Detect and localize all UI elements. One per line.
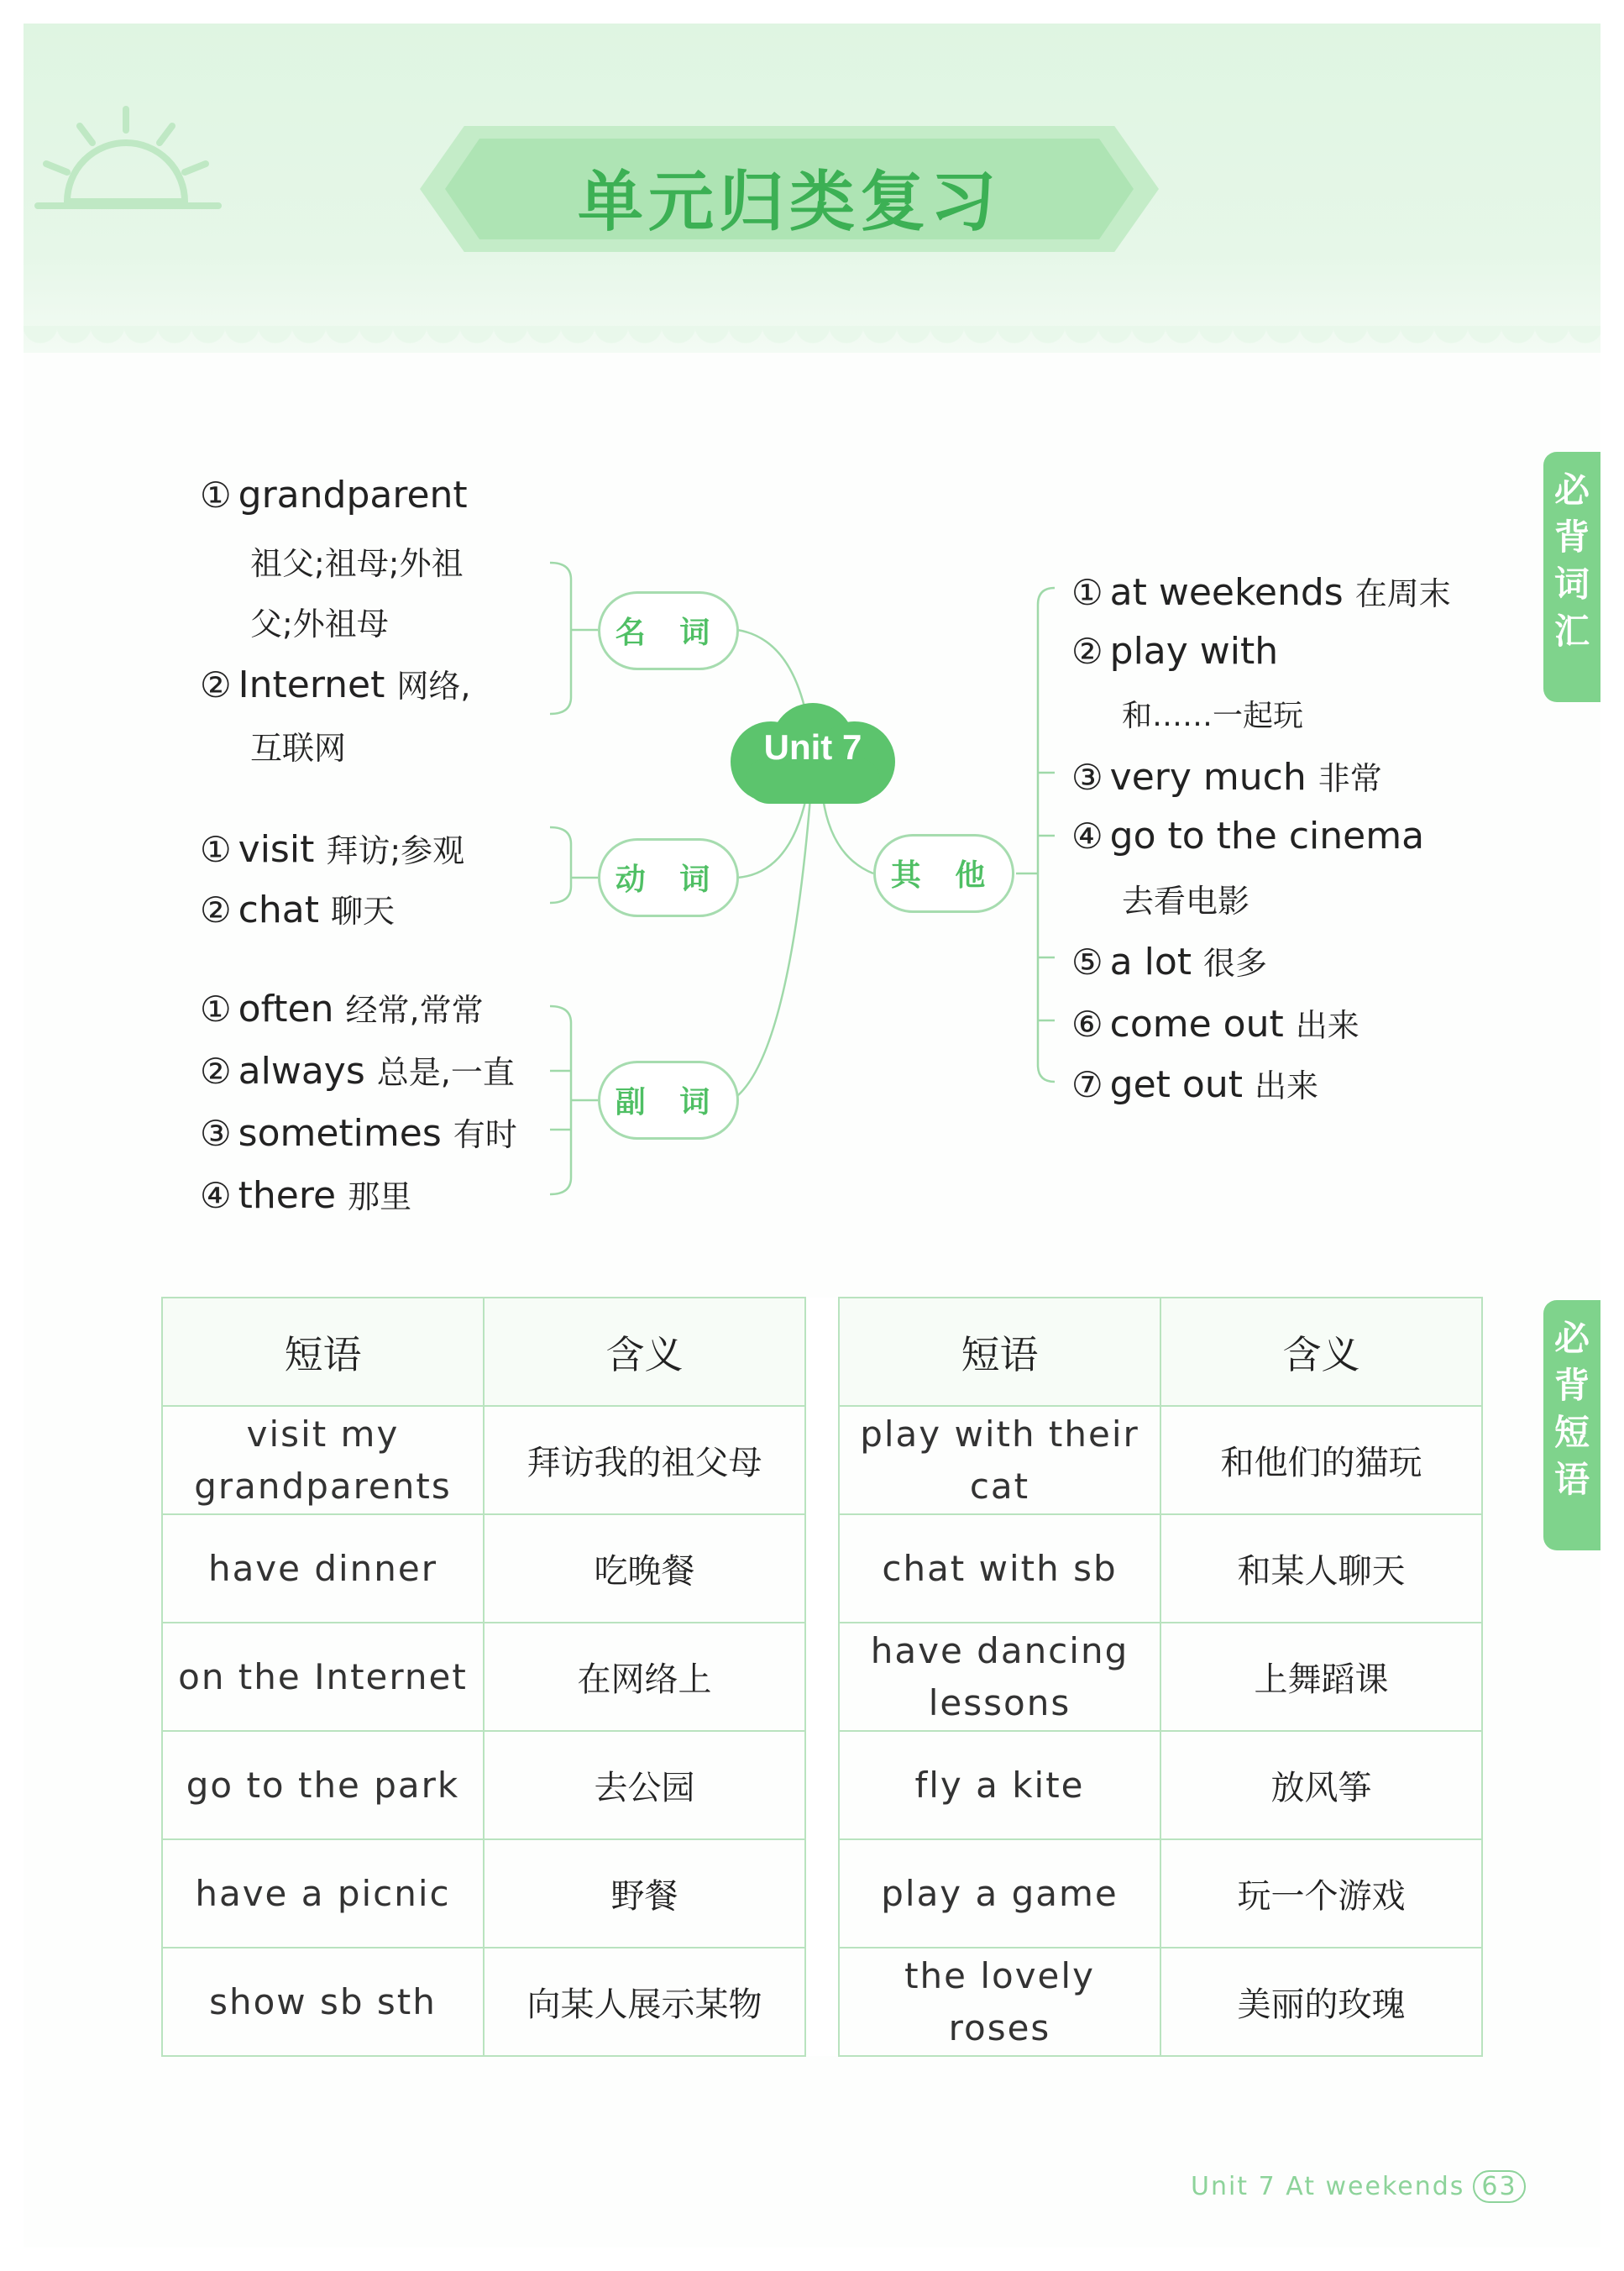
other-item: ③ very much 非常 [1071, 756, 1382, 799]
table-header: 短语 [162, 1298, 484, 1406]
item-number: ① [200, 475, 232, 516]
noun-item [200, 660, 470, 706]
phrase-cell: chat with sb [839, 1514, 1160, 1623]
adverb-item: ② always 总是,一直 [200, 1050, 515, 1093]
phrase-cell: fly a kite [839, 1731, 1160, 1839]
meaning-cell: 野餐 [484, 1839, 805, 1948]
item-word: grandparent [238, 474, 468, 517]
table-gap [805, 1623, 839, 1731]
table-header-row [162, 1298, 1482, 1406]
other-meaning-line: 和……一起玩 [1122, 699, 1304, 733]
noun-meaning-line: 父;外祖母 [250, 606, 389, 642]
other-item: ⑤ a lot 很多 [1071, 941, 1268, 983]
phrase-cell: visit my grandparents [162, 1406, 484, 1514]
table-row [162, 1406, 1482, 1514]
phrase-cell: play with their cat [839, 1406, 1160, 1514]
table-header: 含义 [484, 1298, 805, 1406]
adverb-item: ① often 经常,常常 [200, 988, 484, 1031]
phrase-cell: the lovely roses [839, 1948, 1160, 2056]
noun-item [200, 474, 468, 517]
meaning-cell: 在网络上 [484, 1623, 805, 1731]
phrase-table [161, 1297, 1483, 2057]
phrase-cell: have dinner [162, 1514, 484, 1623]
meaning-cell: 放风筝 [1160, 1731, 1482, 1839]
category-noun: 名 词 [598, 591, 739, 670]
table-gap [805, 1839, 839, 1948]
verb-item: ① visit 拜访;参观 [200, 828, 465, 871]
table-gap [805, 1731, 839, 1839]
item-meaning: 网络, [396, 668, 471, 705]
table-gap [805, 1514, 839, 1623]
item-number: ② [200, 664, 232, 705]
meaning-cell: 拜访我的祖父母 [484, 1406, 805, 1514]
adverb-item: ④ there 那里 [200, 1174, 412, 1217]
noun-meaning-line: 互联网 [250, 730, 347, 767]
table-row [162, 1948, 1482, 2056]
side-tab-phrases [1543, 1300, 1600, 1550]
meaning-cell: 美丽的玫瑰 [1160, 1948, 1482, 2056]
other-item: ④ go to the cinema [1071, 815, 1425, 858]
table-gap [805, 1298, 839, 1406]
table-header: 含义 [1160, 1298, 1482, 1406]
table-body [162, 1406, 1482, 2056]
table-row [162, 1731, 1482, 1839]
table-row [162, 1623, 1482, 1731]
other-meaning-line: 去看电影 [1122, 883, 1250, 920]
meaning-cell: 和某人聊天 [1160, 1514, 1482, 1623]
side-tab-phrases-label: 必 背 短 语 [1553, 1318, 1590, 1500]
page-footer [1191, 2170, 1526, 2203]
footer-unit-label: Unit 7 At weekends [1191, 2172, 1465, 2201]
phrase-cell: have dancing lessons [839, 1623, 1160, 1731]
meaning-cell: 向某人展示某物 [484, 1948, 805, 2056]
meaning-cell: 玩一个游戏 [1160, 1839, 1482, 1948]
item-word: Internet [238, 663, 385, 706]
meaning-cell: 去公园 [484, 1731, 805, 1839]
mindmap-center-label: Unit 7 [763, 727, 862, 767]
other-item: ⑥ come out 出来 [1071, 1003, 1359, 1046]
table-gap [805, 1406, 839, 1514]
page-title: 单元归类复习 [577, 165, 1001, 240]
table-header: 短语 [839, 1298, 1160, 1406]
other-item: ① at weekends 在周末 [1071, 571, 1451, 614]
page-number: 63 [1473, 2170, 1525, 2203]
category-other: 其 他 [873, 834, 1014, 913]
other-item: ⑦ get out 出来 [1071, 1063, 1318, 1106]
phrase-cell: have a picnic [162, 1839, 484, 1948]
phrase-cell: on the Internet [162, 1623, 484, 1731]
noun-meaning-line: 祖父;祖母;外祖 [250, 545, 464, 582]
phrase-cell: play a game [839, 1839, 1160, 1948]
adverb-item: ③ sometimes 有时 [200, 1112, 517, 1155]
meaning-cell: 上舞蹈课 [1160, 1623, 1482, 1731]
meaning-cell: 吃晚餐 [484, 1514, 805, 1623]
category-adverb: 副 词 [598, 1061, 739, 1140]
phrase-cell: go to the park [162, 1731, 484, 1839]
verb-item: ② chat 聊天 [200, 889, 395, 931]
meaning-cell: 和他们的猫玩 [1160, 1406, 1482, 1514]
other-item: ② play with [1071, 630, 1279, 673]
category-verb: 动 词 [598, 838, 739, 917]
table-gap [805, 1948, 839, 2056]
side-tab-vocabulary-label: 必 背 词 汇 [1553, 469, 1590, 652]
table-row [162, 1839, 1482, 1948]
table-row [162, 1514, 1482, 1623]
phrase-cell: show sb sth [162, 1948, 484, 2056]
